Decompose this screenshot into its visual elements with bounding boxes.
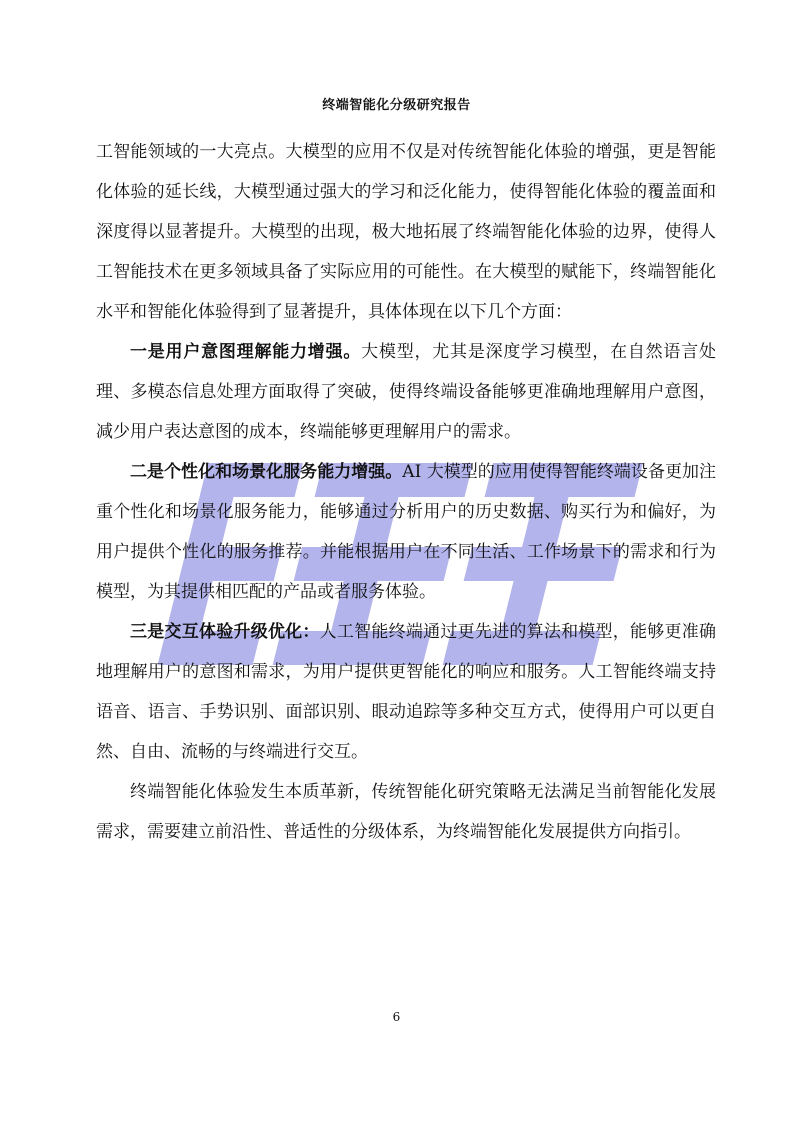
paragraph-point-1: [96, 332, 716, 452]
paragraph-conclusion: [96, 772, 716, 852]
document-body: [96, 132, 716, 852]
paragraph-point-2: [96, 452, 716, 612]
page-header-title: 终端智能化分级研究报告: [322, 98, 471, 113]
paragraph-text: 人工智能终端通过更先进的算法和模型，能够更准确地理解用户的意图和需求，为用户提供更智能化的响应和服务。人工智能终端支持语音、语言、手势识别、面部识别、眼动追踪等多种交互方式，使得用户可以更自然、自由、流畅的与终端进行交互。: [96, 622, 717, 762]
paragraph-text: 工智能领域的一大亮点。大模型的应用不仅是对传统智能化体验的增强，更是智能化体验的延长线，大模型通过强大的学习和泛化能力，使得智能化体验的覆盖面和深度得以显著提升。大模型的出现，极大地拓展了终端智能化体验的边界，使得人工智能技术在更多领域具备了实际应用的可能性。在大模型的赋能下，终端智能化水平和智能化体验得到了显著提升，具体体现在以下几个方面：: [96, 142, 716, 322]
paragraph-lead: 三是交互体验升级优化：: [130, 622, 320, 642]
paragraph-intro: [96, 132, 716, 332]
paragraph-text: AI 大模型的应用使得智能终端设备更加注重个性化和场景化服务能力，能够通过分析用户的历史数据、购买行为和偏好，为用户提供个性化的服务推荐。并能根据用户在不同生活、工作场景下的需求和行为模型，为其提供相匹配的产品或者服务体验。: [96, 462, 716, 602]
paragraph-text: 大模型，尤其是深度学习模型，在自然语言处理、多模态信息处理方面取得了突破，使得终端设备能够更准确地理解用户意图，减少用户表达意图的成本，终端能够更理解用户的需求。: [96, 342, 716, 442]
paragraph-text: 终端智能化体验发生本质革新，传统智能化研究策略无法满足当前智能化发展需求，需要建立前沿性、普适性的分级体系，为终端智能化发展提供方向指引。: [96, 782, 716, 842]
page-number: 6: [392, 1010, 401, 1024]
paragraph-lead: 一是用户意图理解能力增强。: [130, 342, 362, 362]
paragraph-point-3: [96, 612, 716, 772]
paragraph-lead: 二是个性化和场景化服务能力增强。: [130, 462, 403, 482]
